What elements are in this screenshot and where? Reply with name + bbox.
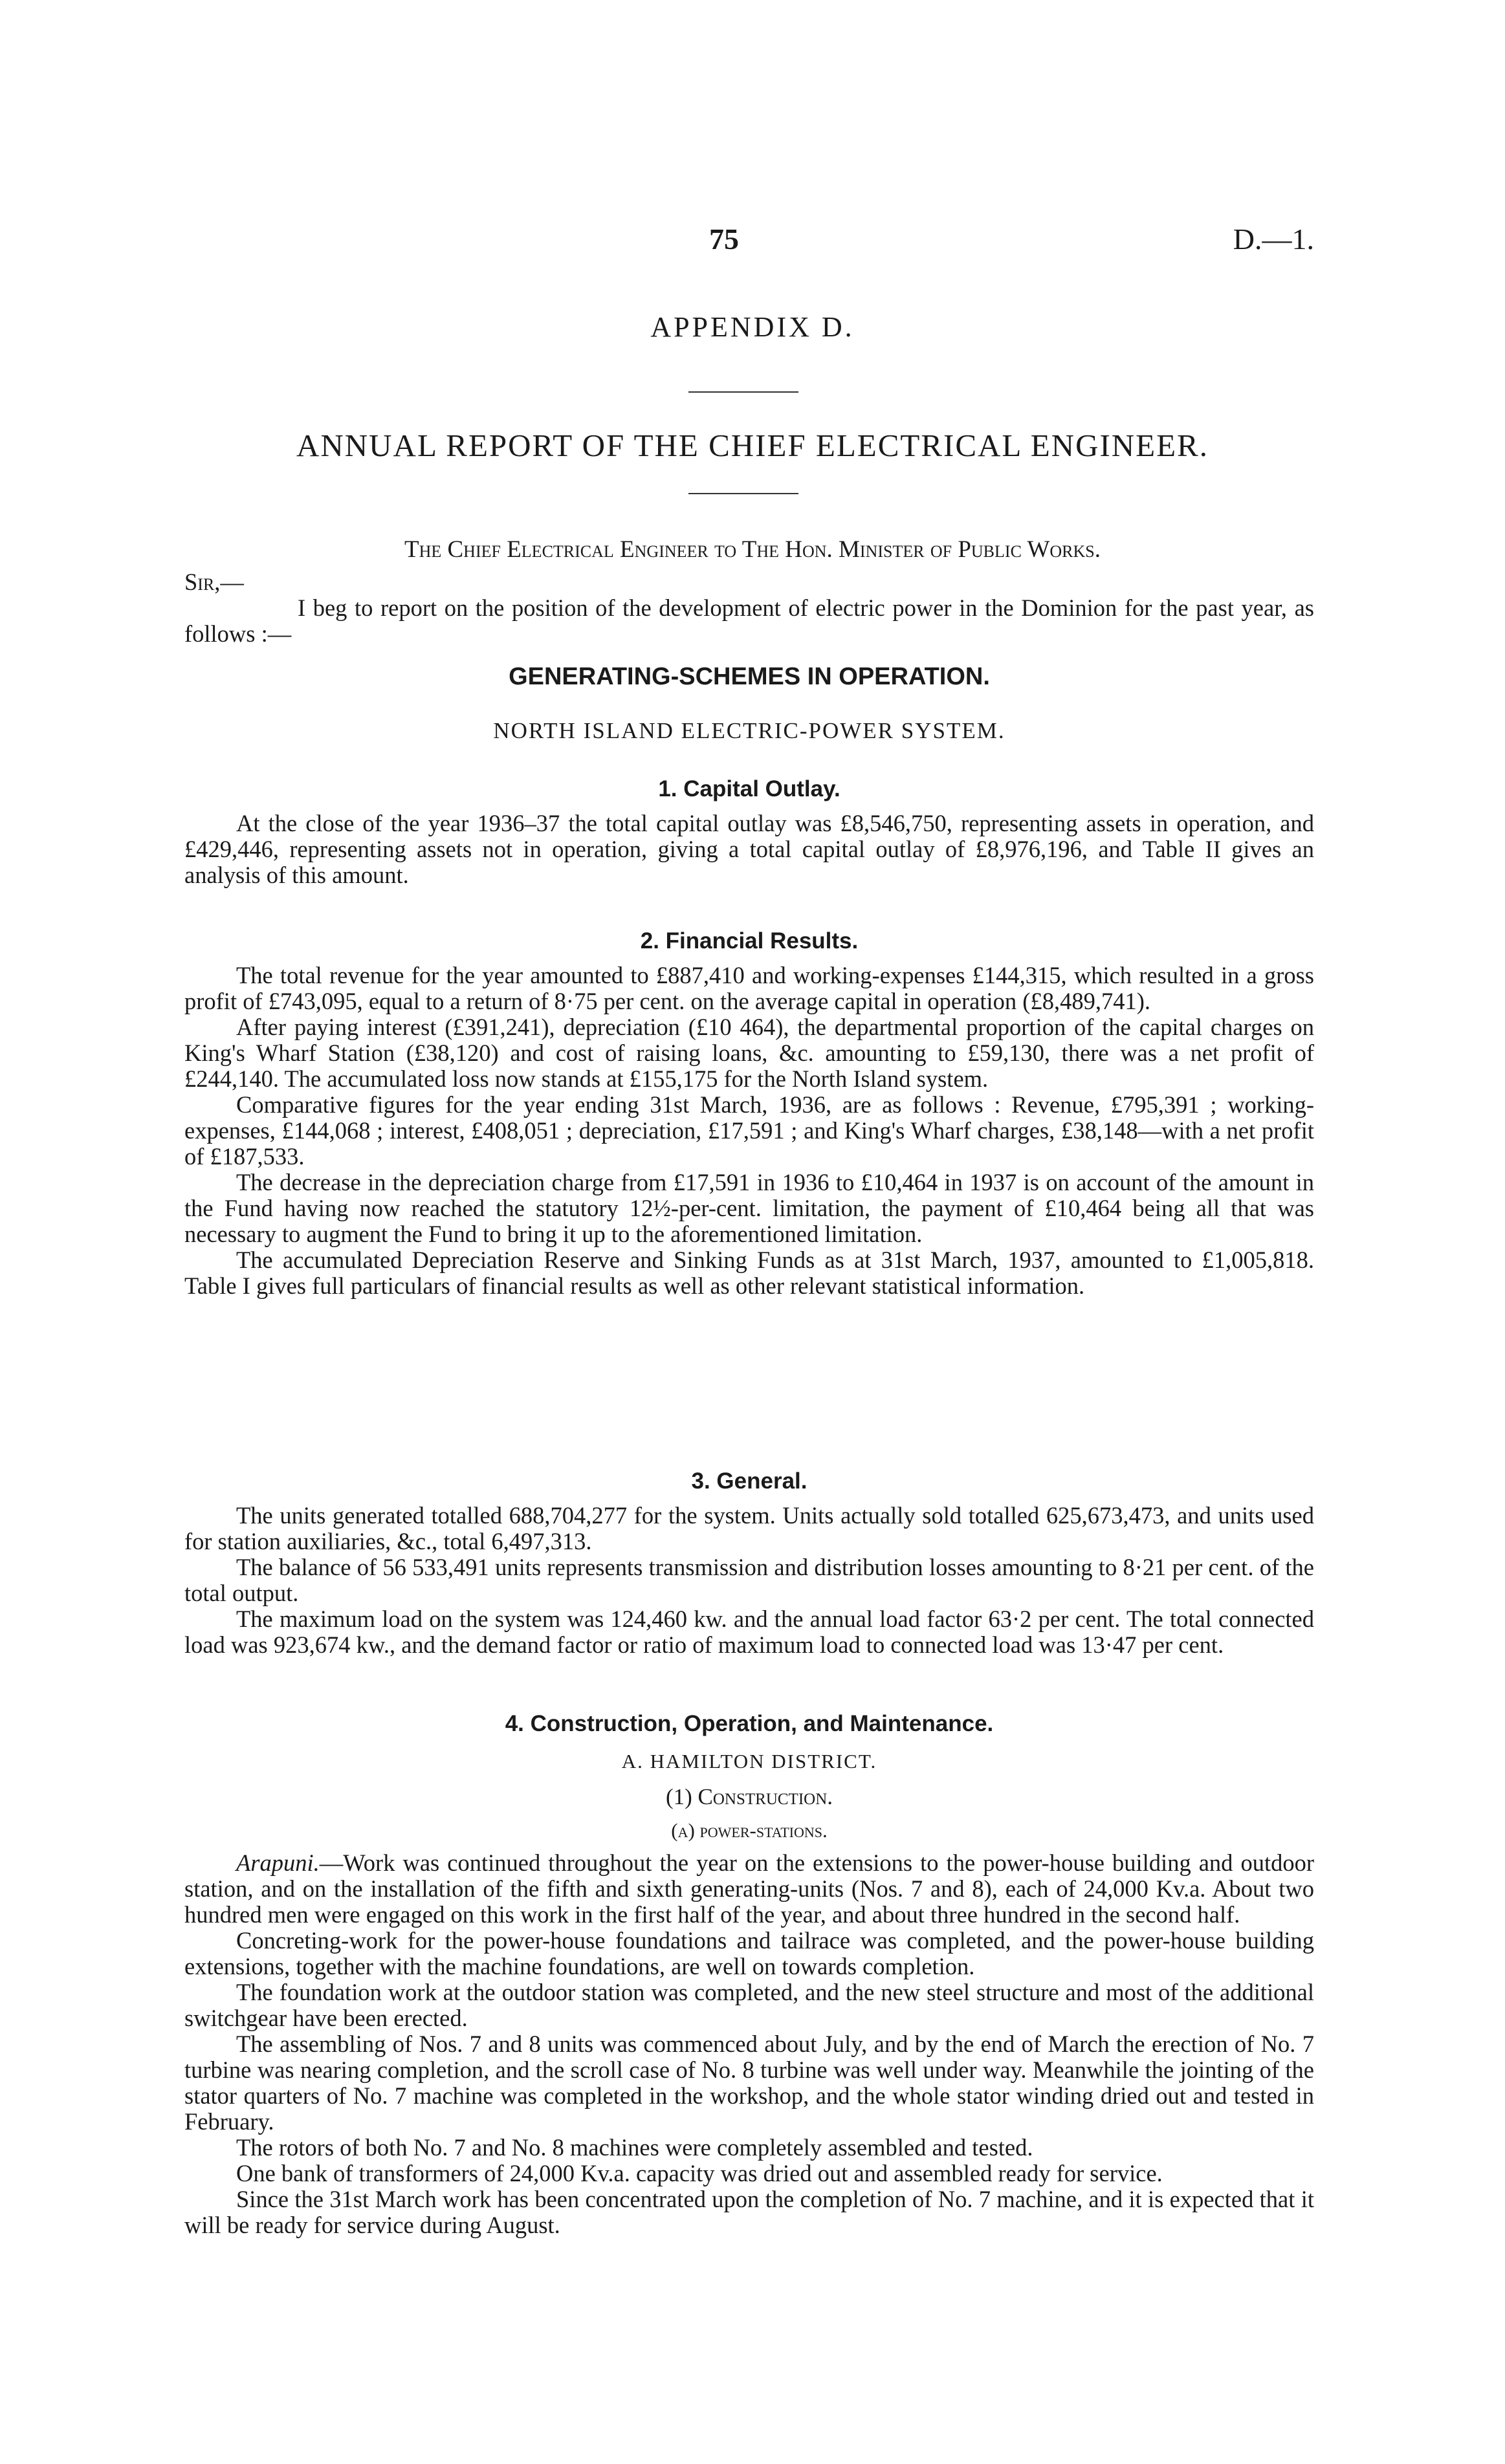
- page-number: 75: [709, 223, 739, 256]
- financial-paragraph-4: The decrease in the depreciation charge from £17,591 in 1936 to £10,464 in 1937 is on account of the amount in the Fund having now reached the statutory 12½-per-cent. limitation, the payment of £10,464 being all that was necessary to augment the Fund to bring it up to the aforementioned limitation.: [184, 1169, 1314, 1247]
- salutation: Sir,—: [184, 569, 244, 595]
- letter-intro: [184, 569, 1314, 647]
- construction-paragraph-5: The rotors of both No. 7 and No. 8 machines were completely assembled and tested.: [236, 2134, 1033, 2161]
- construction-section: [184, 1850, 1314, 2238]
- general-section: [184, 1503, 1314, 1658]
- title-divider-bottom: [688, 493, 798, 494]
- financial-paragraph-3: Comparative figures for the year ending 31st March, 1936, are as follows : Revenue, £795,391 ; working-expenses, £144,068 ; interest, £408,051 ; depreciation, £17,591 ; and King's Wharf charges, £38,148—with a net profit of £187,533.: [184, 1091, 1314, 1170]
- intro-paragraph: I beg to report on the position of the development of electric power in the Dominion for the past year, as follows :—: [184, 594, 1314, 647]
- capital-paragraph: At the close of the year 1936–37 the total capital outlay was £8,546,750, representing assets in operation, and £429,446, representing assets not in operation, giving a total capital outlay of £8,976,196, and Table II gives an analysis of this amount.: [184, 810, 1314, 888]
- address-line: The Chief Electrical Engineer to The Hon. Minister of Public Works.: [404, 536, 1101, 563]
- arapuni-label: Arapuni.: [236, 1849, 320, 1876]
- construction-subheading: (1) Construction.: [665, 1784, 833, 1809]
- arapuni-text: —Work was continued throughout the year on the extensions to the power-house building and outdoor station, and on the installation of the fifth and sixth generating-units (Nos. 7 and 8), each of 24,000 Kv.a. About two hundred men were engaged on this work in the first half of the year, and about three hundred in the second half.: [184, 1849, 1314, 1928]
- construction-paragraph-6: One bank of transformers of 24,000 Kv.a. capacity was dried out and assembled ready for service.: [236, 2160, 1163, 2186]
- main-heading: GENERATING-SCHEMES IN OPERATION.: [509, 663, 990, 690]
- general-heading: 3. General.: [691, 1468, 807, 1494]
- construction-paragraph-3: The foundation work at the outdoor station was completed, and the new steel structure and most of the additional switchgear have been erected.: [184, 1979, 1314, 2031]
- construction-paragraph-7: Since the 31st March work has been concentrated upon the completion of No. 7 machine, and it is expected that it will be ready for service during August.: [184, 2186, 1314, 2238]
- district-heading: A. HAMILTON DISTRICT.: [621, 1750, 877, 1772]
- report-title: ANNUAL REPORT OF THE CHIEF ELECTRICAL ENGINEER.: [296, 428, 1209, 463]
- capital-heading: 1. Capital Outlay.: [658, 776, 840, 801]
- arapuni-paragraph: [184, 1850, 1314, 1928]
- capital-section: [184, 811, 1314, 888]
- financial-section: [184, 963, 1314, 1299]
- financial-paragraph-5: The accumulated Depreciation Reserve and Sinking Funds as at 31st March, 1937, amounted to £1,005,818. Table I gives full particulars of financial results as well as other relevant statistical information.: [184, 1247, 1314, 1299]
- financial-heading: 2. Financial Results.: [640, 928, 859, 954]
- system-heading: NORTH ISLAND ELECTRIC-POWER SYSTEM.: [493, 718, 1005, 743]
- appendix-title: APPENDIX D.: [650, 311, 855, 343]
- construction-heading: 4. Construction, Operation, and Maintenance.: [505, 1711, 994, 1736]
- power-stations-subheading: (a) power-stations.: [671, 1819, 828, 1842]
- financial-paragraph-2: After paying interest (£391,241), depreciation (£10 464), the departmental proportion of the capital charges on King's Wharf Station (£38,120) and cost of raising loans, &c. amounting to £59,130, there was a net profit of £244,140. The accumulated loss now stands at £155,175 for the North Island system.: [184, 1014, 1314, 1092]
- construction-paragraph-4: The assembling of Nos. 7 and 8 units was commenced about July, and by the end of March the erection of No. 7 turbine was nearing completion, and the scroll case of No. 8 turbine was well under way. Meanwhile the jointing of the stator quarters of No. 7 machine was completed in the workshop, and the whole stator winding dried out and tested in February.: [184, 2031, 1314, 2135]
- general-paragraph-1: The units generated totalled 688,704,277 for the system. Units actually sold totalled 625,673,473, and units used for station auxiliaries, &c., total 6,497,313.: [184, 1502, 1314, 1554]
- title-divider-top: [688, 391, 798, 393]
- document-reference: D.—1.: [1233, 223, 1314, 256]
- financial-paragraph-1: The total revenue for the year amounted to £887,410 and working-expenses £144,315, which resulted in a gross profit of £743,095, equal to a return of 8·75 per cent. on the average capital in operation (£8,489,741).: [184, 962, 1314, 1014]
- general-paragraph-3: The maximum load on the system was 124,460 kw. and the annual load factor 63·2 per cent. The total connected load was 923,674 kw., and the demand factor or ratio of maximum load to connected load was 13·47 per cent.: [184, 1606, 1314, 1658]
- construction-paragraph-2: Concreting-work for the power-house foundations and tailrace was completed, and the power-house building extensions, together with the machine foundations, are well on towards completion.: [184, 1927, 1314, 1979]
- general-paragraph-2: The balance of 56 533,491 units represents transmission and distribution losses amounting to 8·21 per cent. of the total output.: [184, 1554, 1314, 1606]
